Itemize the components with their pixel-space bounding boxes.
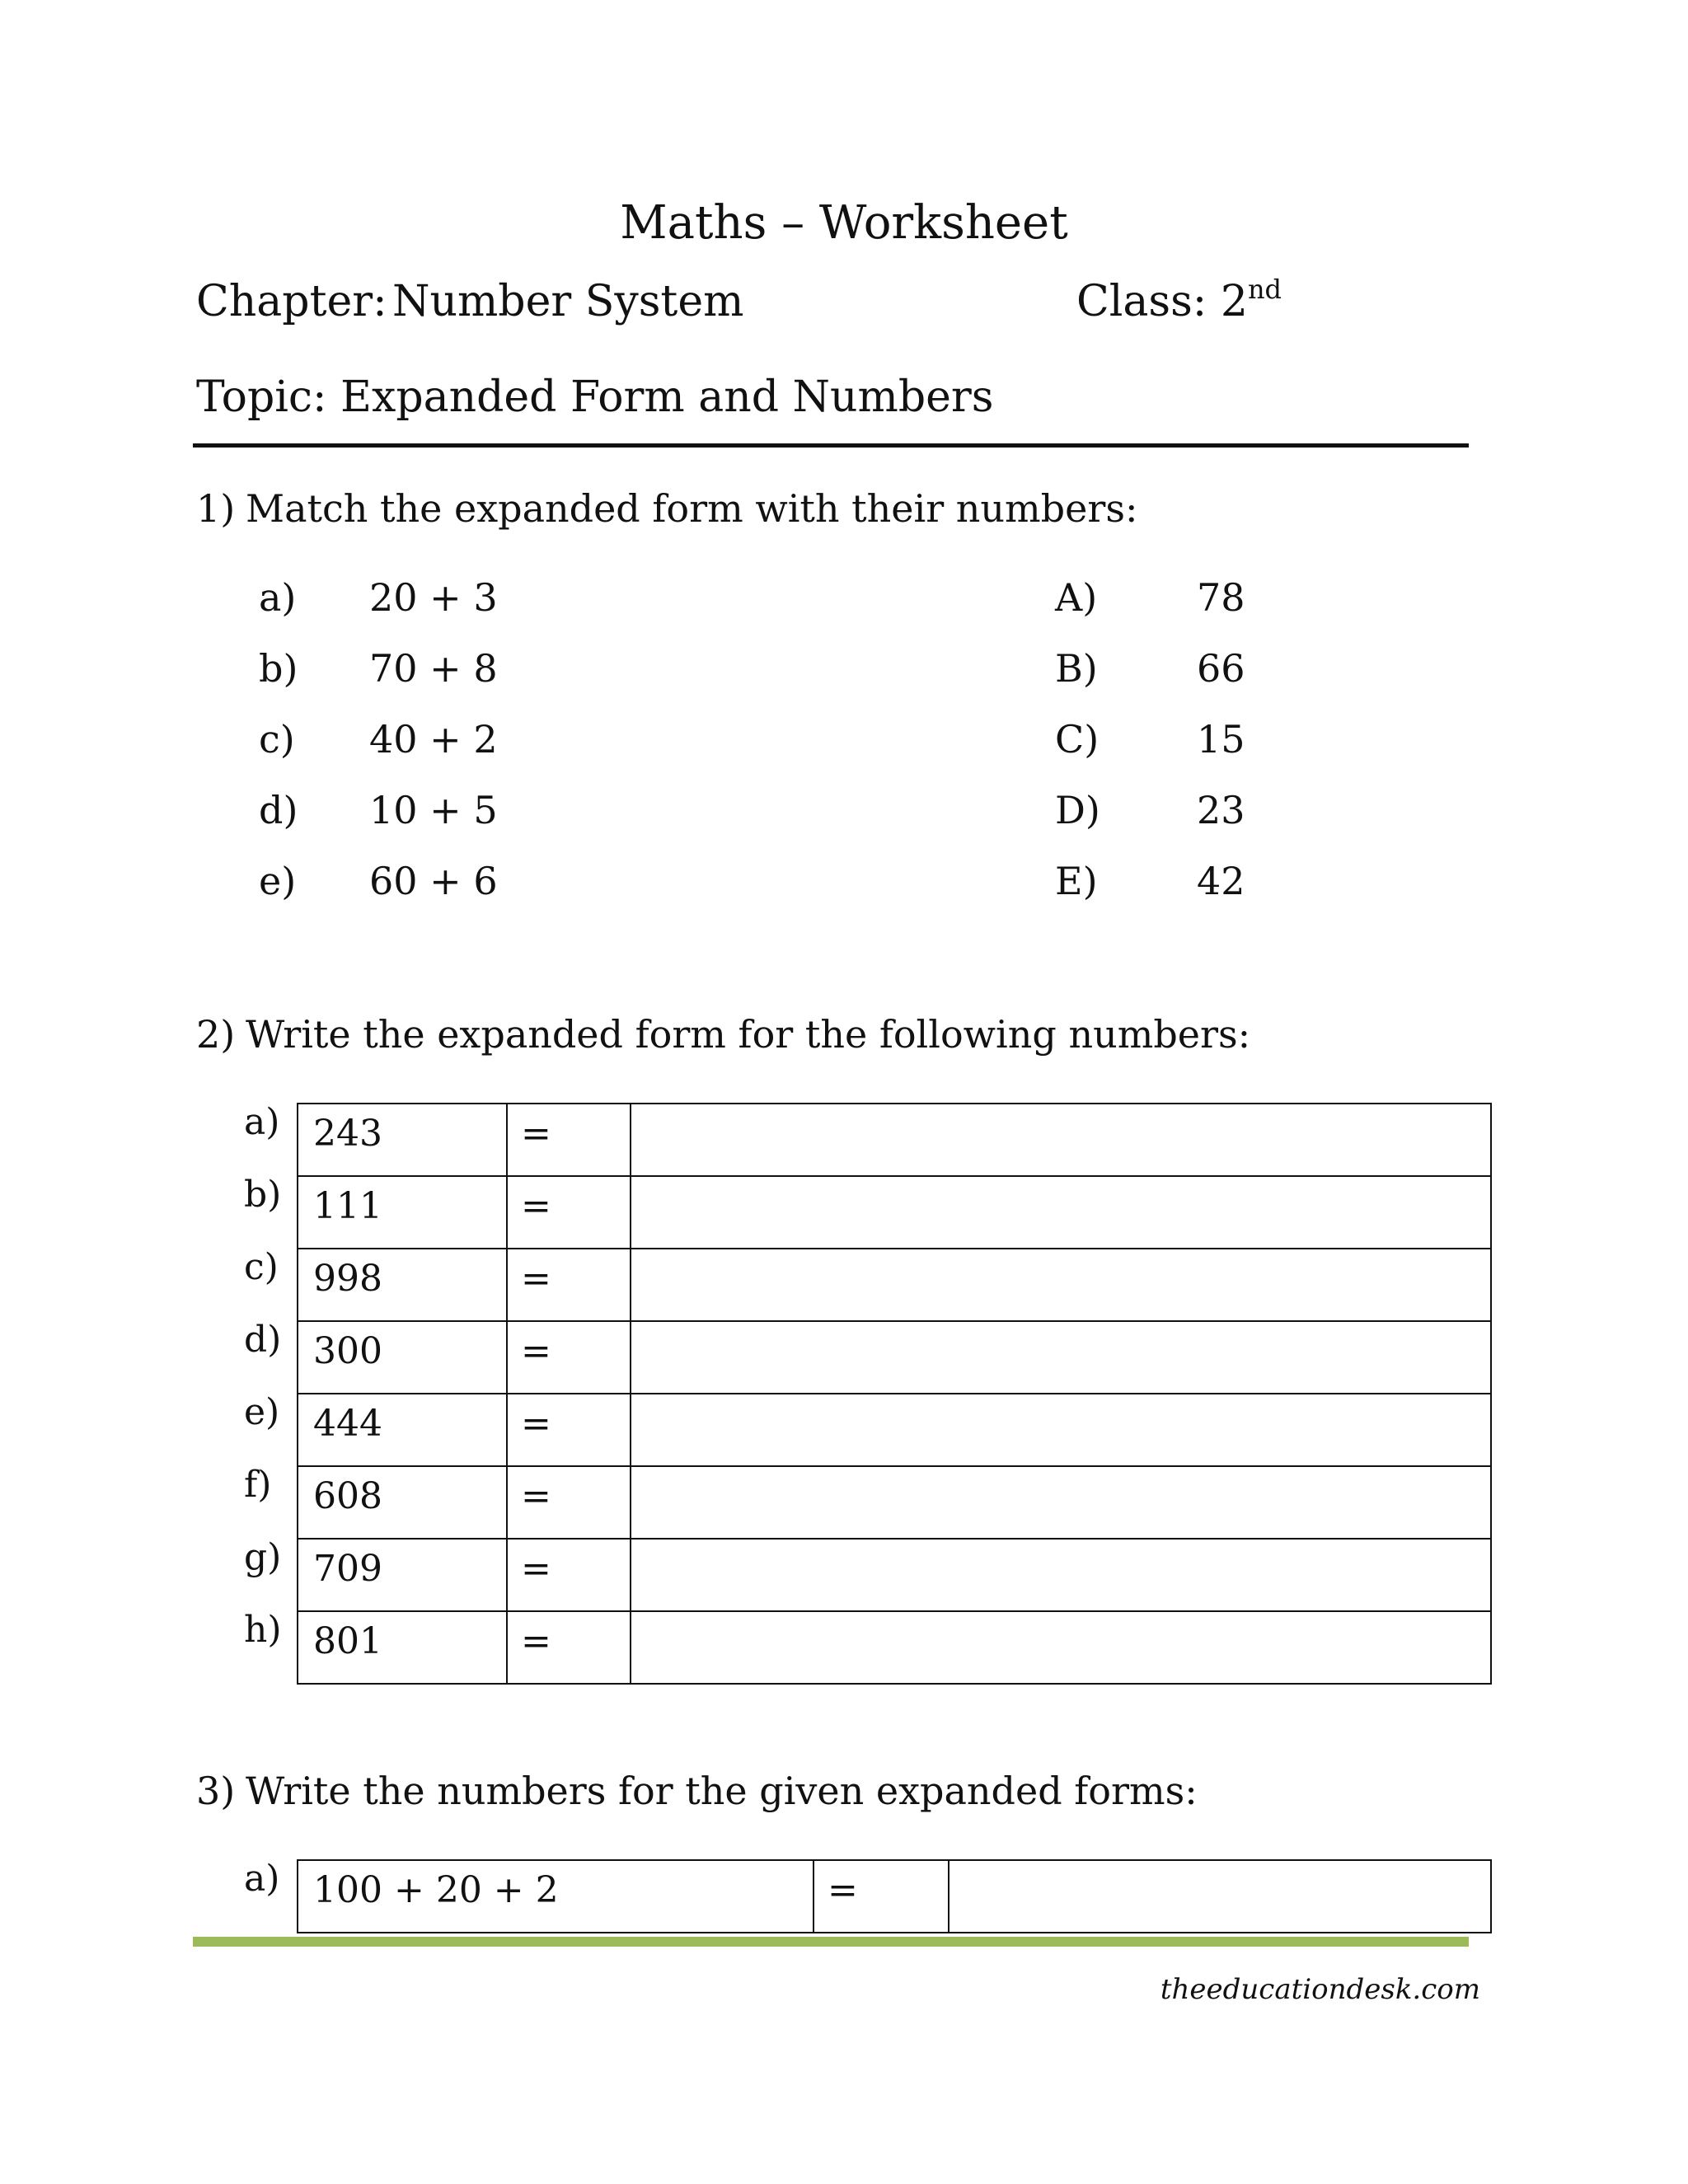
- q2-equals-cell: =: [507, 1176, 631, 1249]
- q2-number-cell: 998: [298, 1249, 507, 1321]
- q2-answer-cell[interactable]: [631, 1321, 1491, 1394]
- q1-text: Match the expanded form with their numbers:: [246, 486, 1138, 531]
- q3-expr-cell: 100 + 20 + 2: [298, 1860, 814, 1933]
- q2-answer-cell[interactable]: [631, 1611, 1491, 1684]
- q1-left-label: d): [259, 788, 298, 832]
- q2-number-cell: 243: [298, 1104, 507, 1176]
- q1-left-label: a): [259, 575, 297, 620]
- table-row: [298, 1104, 1491, 1176]
- q1-left-label: c): [259, 717, 295, 762]
- q3-row-label: a): [244, 1858, 280, 1900]
- page-title: Maths – Worksheet: [620, 196, 1068, 250]
- q2-number-cell: 709: [298, 1539, 507, 1611]
- chapter-value: Number System: [392, 277, 744, 326]
- q2-number-cell: 801: [298, 1611, 507, 1684]
- q2-answer-cell[interactable]: [631, 1176, 1491, 1249]
- table-row: [298, 1466, 1491, 1539]
- q1-number: 1): [196, 486, 236, 531]
- q1-left-expr: 40 + 2: [369, 717, 498, 762]
- q2-number-cell: 300: [298, 1321, 507, 1394]
- q2-number-cell: 444: [298, 1394, 507, 1466]
- q2-row-label: a): [244, 1101, 280, 1143]
- q2-number-cell: 111: [298, 1176, 507, 1249]
- q1-right-label: A): [1055, 575, 1098, 620]
- q1-left-label: e): [259, 859, 297, 903]
- q1-right-value: 15: [1197, 717, 1245, 762]
- q2-row-label: e): [244, 1391, 280, 1433]
- q2-answer-cell[interactable]: [631, 1466, 1491, 1539]
- q2-answer-cell[interactable]: [631, 1539, 1491, 1611]
- q1-right-value: 42: [1197, 859, 1245, 903]
- q2-row-label: h): [244, 1609, 282, 1651]
- header-divider: [193, 443, 1469, 448]
- q2-row-label: c): [244, 1246, 279, 1288]
- q2-text: Write the expanded form for the following numbers:: [246, 1012, 1251, 1057]
- q2-row-label: f): [244, 1464, 272, 1506]
- table-row: [298, 1249, 1491, 1321]
- q2-number-cell: 608: [298, 1466, 507, 1539]
- footer-divider: [193, 1937, 1469, 1947]
- q2-equals-cell: =: [507, 1539, 631, 1611]
- table-row: [298, 1539, 1491, 1611]
- class-suffix: nd: [1247, 274, 1282, 305]
- q1-right-label: D): [1055, 788, 1100, 832]
- q2-answer-cell[interactable]: [631, 1249, 1491, 1321]
- table-row: [298, 1394, 1491, 1466]
- q1-left-label: b): [259, 646, 298, 691]
- q3-text: Write the numbers for the given expanded forms:: [246, 1769, 1198, 1813]
- class-label: Class: 2: [1076, 277, 1248, 326]
- q2-answer-cell[interactable]: [631, 1104, 1491, 1176]
- q2-answer-table: [297, 1103, 1492, 1685]
- table-row: [298, 1321, 1491, 1394]
- q2-equals-cell: =: [507, 1104, 631, 1176]
- topic-line: Topic: Expanded Form and Numbers: [196, 373, 994, 422]
- q2-row-label: g): [244, 1536, 282, 1578]
- q1-right-value: 23: [1197, 788, 1245, 832]
- q3-equals-cell: =: [814, 1860, 949, 1933]
- q2-row-label: d): [244, 1319, 282, 1361]
- q2-equals-cell: =: [507, 1249, 631, 1321]
- q3-answer-table: [297, 1859, 1492, 1933]
- q1-right-label: C): [1055, 717, 1100, 762]
- q1-left-expr: 70 + 8: [369, 646, 498, 691]
- class-info: [1076, 274, 1282, 326]
- q2-row-label: b): [244, 1174, 282, 1216]
- q1-right-label: B): [1055, 646, 1098, 691]
- q3-answer-cell[interactable]: [949, 1860, 1491, 1933]
- table-row: [298, 1611, 1491, 1684]
- q2-equals-cell: =: [507, 1466, 631, 1539]
- q2-number: 2): [196, 1012, 236, 1057]
- q1-left-expr: 10 + 5: [369, 788, 498, 832]
- q2-answer-cell[interactable]: [631, 1394, 1491, 1466]
- q2-equals-cell: =: [507, 1394, 631, 1466]
- q3-number: 3): [196, 1769, 236, 1813]
- table-row: [298, 1860, 1491, 1933]
- chapter-label: Chapter:: [196, 277, 387, 326]
- q1-left-expr: 60 + 6: [369, 859, 498, 903]
- table-row: [298, 1176, 1491, 1249]
- q1-right-label: E): [1055, 859, 1098, 903]
- q1-right-value: 78: [1197, 575, 1245, 620]
- q1-right-value: 66: [1197, 646, 1245, 691]
- q1-left-expr: 20 + 3: [369, 575, 498, 620]
- q2-equals-cell: =: [507, 1321, 631, 1394]
- footer-site: theeducationdesk.com: [1160, 1973, 1480, 2006]
- q2-equals-cell: =: [507, 1611, 631, 1684]
